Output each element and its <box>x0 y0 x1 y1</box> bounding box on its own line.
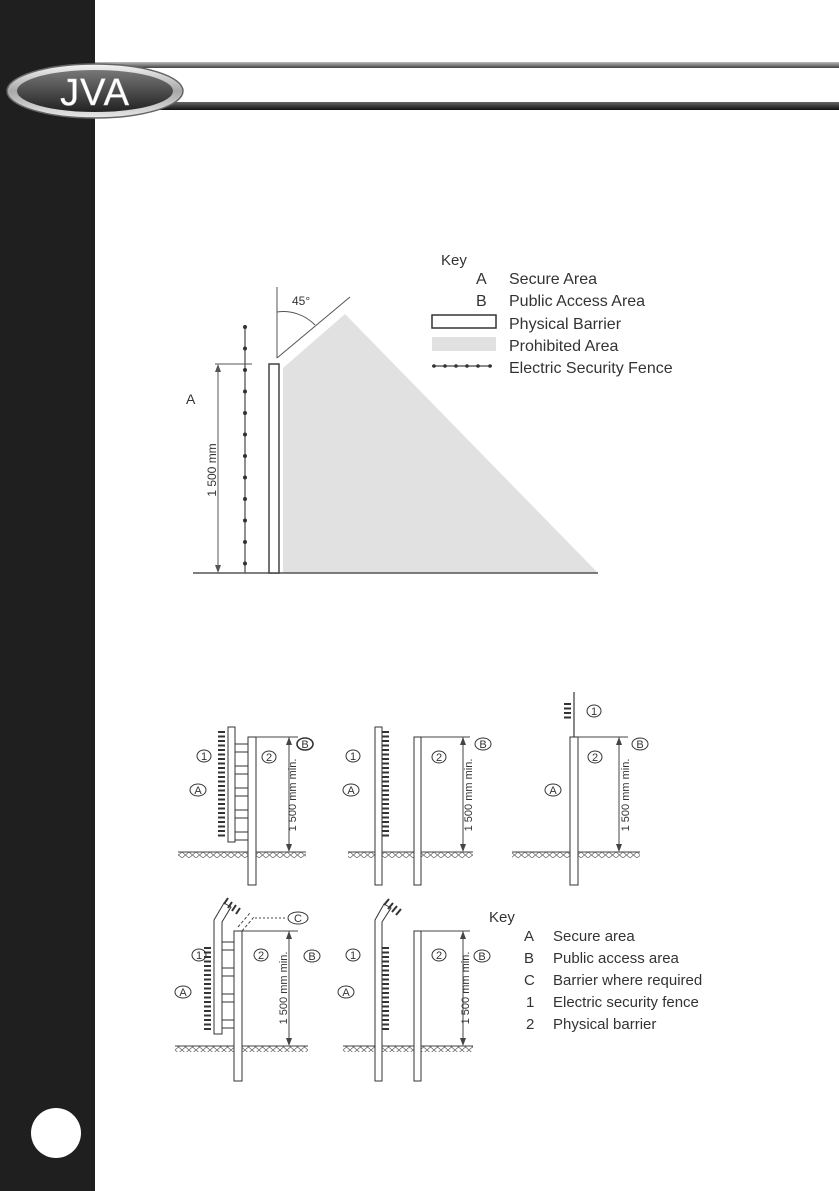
fence-wire-dot <box>243 347 247 351</box>
config-panel-4 <box>175 898 320 1081</box>
fence-wire-dot <box>243 454 247 458</box>
fence-wire-dot <box>243 368 247 372</box>
marker-c: C <box>294 913 302 925</box>
dimension-label: 1 500 mm <box>205 443 219 497</box>
panel1-dimension: 1 500 mm min. <box>287 758 299 832</box>
key1-label-prohibited: Prohibited Area <box>509 338 619 355</box>
marker-2: 2 <box>435 950 443 962</box>
electric-fence <box>243 325 247 573</box>
marker-1: 1 <box>590 706 598 718</box>
key2 <box>489 909 702 1033</box>
key2-label-b: Public access area <box>553 950 679 967</box>
fence-wire-dot <box>243 562 247 566</box>
marker-b: B <box>479 739 487 751</box>
fence-line-icon <box>432 364 492 368</box>
installation-diagrams <box>0 620 839 1191</box>
logo-text: JVA <box>60 72 130 114</box>
fence-insulators <box>382 948 389 1029</box>
key2-label-c: Barrier where required <box>553 972 703 989</box>
key2-code-1: 1 <box>526 994 535 1011</box>
key1-label-a: Secure Area <box>509 271 598 288</box>
config-panel-1 <box>178 727 313 885</box>
marker-b: B <box>301 739 309 751</box>
fence-wire-dot <box>243 325 247 329</box>
config-panel-3 <box>512 692 648 885</box>
key2-code-a: A <box>524 928 535 945</box>
fence-insulators <box>218 732 225 836</box>
physical-barrier <box>269 364 279 573</box>
key1-code-b: B <box>476 293 487 310</box>
area-a-label: A <box>186 391 196 407</box>
barrier-swatch-icon <box>432 315 496 328</box>
key2-code-b: B <box>524 950 535 967</box>
marker-a: A <box>342 987 350 999</box>
marker-2: 2 <box>265 752 273 764</box>
fence-insulators <box>382 732 389 836</box>
fence-wire-dot <box>243 540 247 544</box>
marker-1: 1 <box>195 950 203 962</box>
marker-b: B <box>636 739 644 751</box>
marker-a: A <box>549 785 557 797</box>
angle-label: 45° <box>292 294 311 308</box>
marker-b: B <box>478 951 486 963</box>
key1-code-a: A <box>476 271 487 288</box>
key2-title: Key <box>489 909 515 926</box>
panel5-dimension: 1 500 mm min. <box>460 951 472 1025</box>
angle-arc <box>277 312 315 325</box>
panel3-dimension: 1 500 mm min. <box>620 758 632 832</box>
prohibited-swatch-icon <box>432 337 496 351</box>
config-panel-2 <box>343 727 491 885</box>
key1-label-fence: Electric Security Fence <box>509 360 673 377</box>
config-panel-5 <box>338 899 490 1081</box>
key2-label-1: Electric security fence <box>553 994 699 1011</box>
fence-wire-dot <box>243 411 247 415</box>
marker-2: 2 <box>591 752 599 764</box>
fence-insulators <box>204 948 211 1029</box>
marker-1: 1 <box>349 751 357 763</box>
fence-wire-dot <box>243 433 247 437</box>
marker-1: 1 <box>200 751 208 763</box>
panel2-dimension: 1 500 mm min. <box>463 758 475 832</box>
marker-a: A <box>347 785 355 797</box>
key2-label-a: Secure area <box>553 928 635 945</box>
fence-wire-dot <box>243 519 247 523</box>
key2-code-c: C <box>524 972 535 989</box>
marker-2: 2 <box>257 950 265 962</box>
marker-2: 2 <box>435 752 443 764</box>
fence-wire-dot <box>243 476 247 480</box>
fence-wire-dot <box>243 390 247 394</box>
key1-title: Key <box>441 252 467 269</box>
panel4-dimension: 1 500 mm min. <box>278 951 290 1025</box>
marker-b: B <box>308 951 316 963</box>
key2-code-2: 2 <box>526 1016 535 1033</box>
marker-1: 1 <box>349 950 357 962</box>
key2-label-2: Physical barrier <box>553 1016 657 1033</box>
key1-label-barrier: Physical Barrier <box>509 316 622 333</box>
fence-wire-dot <box>243 497 247 501</box>
marker-a: A <box>194 785 202 797</box>
fence-insulators <box>564 704 571 718</box>
key1-label-b: Public Access Area <box>509 293 646 310</box>
marker-a: A <box>179 987 187 999</box>
